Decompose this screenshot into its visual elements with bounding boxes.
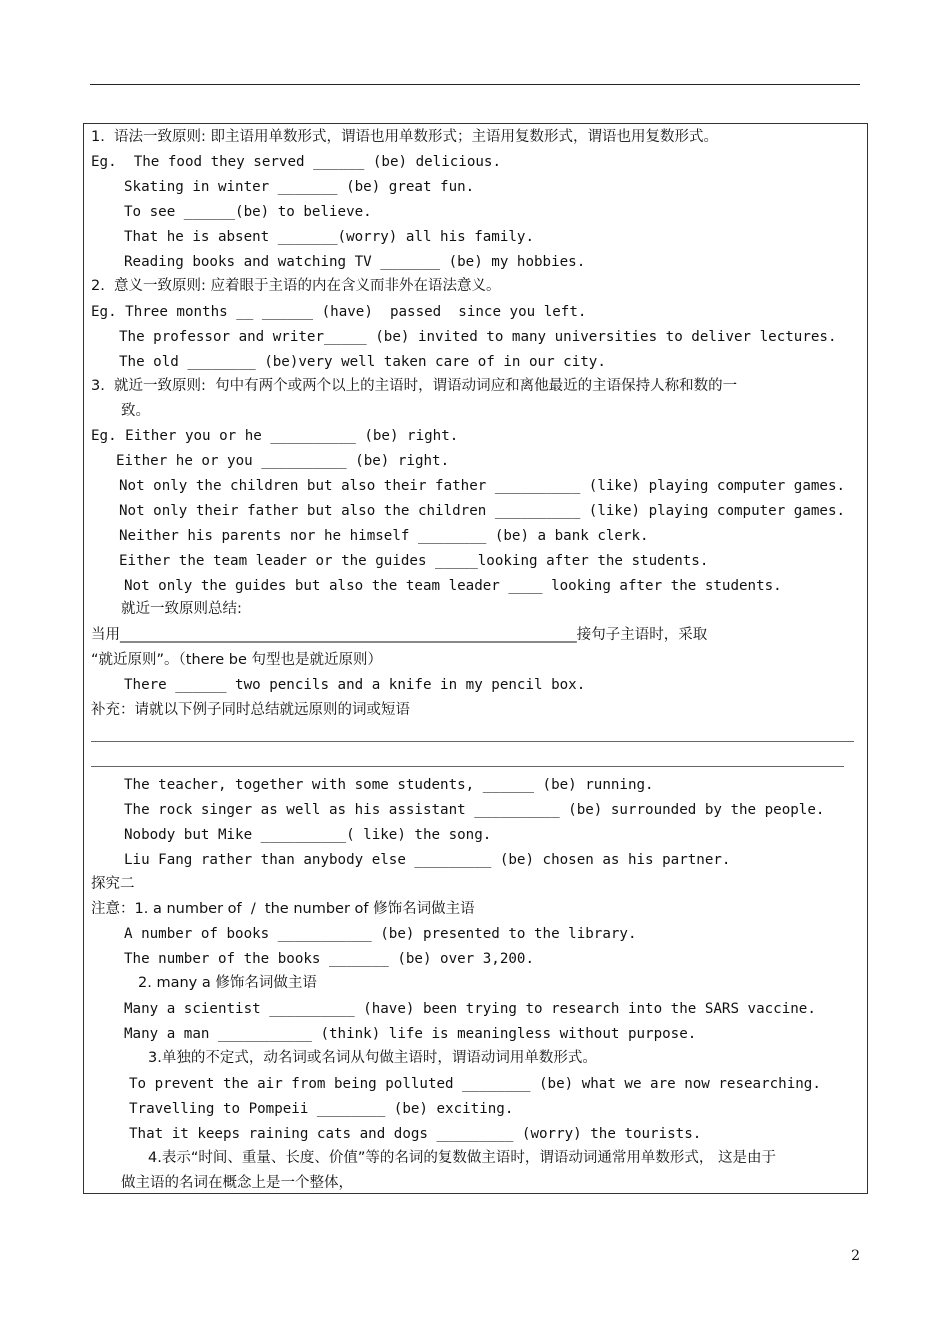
text-line: 3. 就近一致原则: 句中有两个或两个以上的主语时，谓语动词应和离他最近的主语保持人称和数的一 — [91, 378, 738, 394]
text-line: Eg. The food they served ______ (be) delicious. — [91, 154, 501, 170]
text-line: The rock singer as well as his assistant __________ (be) surrounded by the people. — [124, 802, 825, 818]
text-line: 2. many a 修饰名词做主语 — [138, 975, 317, 991]
text-line: 致。 — [121, 403, 150, 419]
text-line: 探究二 — [91, 876, 135, 892]
text-line: Either he or you __________ (be) right. — [116, 453, 450, 469]
text-line: Nobody but Mike __________( like) the song. — [124, 827, 492, 843]
text-line: Eg. Either you or he __________ (be) right. — [91, 428, 459, 444]
text-line: Skating in winter _______ (be) great fun. — [124, 179, 475, 195]
text-line: Many a man ___________ (think) life is meaningless without purpose. — [124, 1026, 697, 1042]
text-line: 3.单独的不定式，动名词或名词从句做主语时，谓语动词用单数形式。 — [148, 1050, 597, 1066]
text-line: Not only their father but also the children __________ (like) playing computer games. — [119, 503, 846, 519]
text-line: 注意：1. a number of / the number of 修饰名词做主语 — [91, 901, 475, 917]
text-line: Either the team leader or the guides _____looking after the students. — [119, 553, 709, 569]
text-line: Neither his parents nor he himself ________ (be) a bank clerk. — [119, 528, 649, 544]
text-line: 2. 意义一致原则: 应着眼于主语的内在含义而非外在语法意义。 — [91, 278, 501, 294]
text-line: 补充：请就以下例子同时总结就远原则的词或短语 — [91, 702, 410, 718]
text-line: That it keeps raining cats and dogs _________ (worry) the tourists. — [129, 1126, 702, 1142]
text-line: That he is absent _______(worry) all his family. — [124, 229, 534, 245]
text-line: 就近一致原则总结: — [121, 601, 242, 617]
text-line: Travelling to Pompeii ________ (be) exciting. — [129, 1101, 514, 1117]
text-line: Reading books and watching TV _______ (be) my hobbies. — [124, 254, 586, 270]
header-rule — [90, 84, 860, 85]
text-line: 1. 语法一致原则: 即主语用单数形式，谓语也用单数形式；主语用复数形式，谓语也用复数形式。 — [91, 129, 719, 145]
text-line: To see ______(be) to believe. — [124, 204, 372, 220]
text-line: Many a scientist __________ (have) been trying to research into the SARS vaccine. — [124, 1001, 816, 1017]
text-line: Not only the guides but also the team leader ____ looking after the students. — [124, 578, 782, 594]
text-line: Eg. Three months __ ______ (have) passed since you left. — [91, 304, 587, 320]
text-line: 做主语的名词在概念上是一个整体， — [121, 1175, 353, 1191]
text-line: 当用_______________________________________________________________接句子主语时，采取 — [91, 627, 708, 643]
answer-line-2 — [91, 766, 844, 767]
text-line: To prevent the air from being polluted ________ (be) what we are now researching. — [129, 1076, 821, 1092]
text-line: Not only the children but also their father __________ (like) playing computer games. — [119, 478, 846, 494]
text-line: Liu Fang rather than anybody else _________ (be) chosen as his partner. — [124, 852, 731, 868]
text-line: The teacher, together with some students, ______ (be) running. — [124, 777, 654, 793]
text-line: A number of books ___________ (be) presented to the library. — [124, 926, 637, 942]
text-line: “就近原则”。（there be 句型也是就近原则） — [91, 652, 382, 668]
text-line: The number of the books _______ (be) over 3,200. — [124, 951, 534, 967]
text-line: The old ________ (be)very well taken care of in our city. — [119, 354, 606, 370]
text-line: 4.表示“时间、重量、长度、价值”等的名词的复数做主语时，谓语动词通常用单数形式， 这是由于 — [148, 1150, 776, 1166]
page-number: 2 — [851, 1248, 860, 1264]
text-line: The professor and writer_____ (be) invited to many universities to deliver lectures. — [119, 329, 837, 345]
text-line: There ______ two pencils and a knife in my pencil box. — [124, 677, 586, 693]
answer-line-1 — [91, 741, 854, 742]
